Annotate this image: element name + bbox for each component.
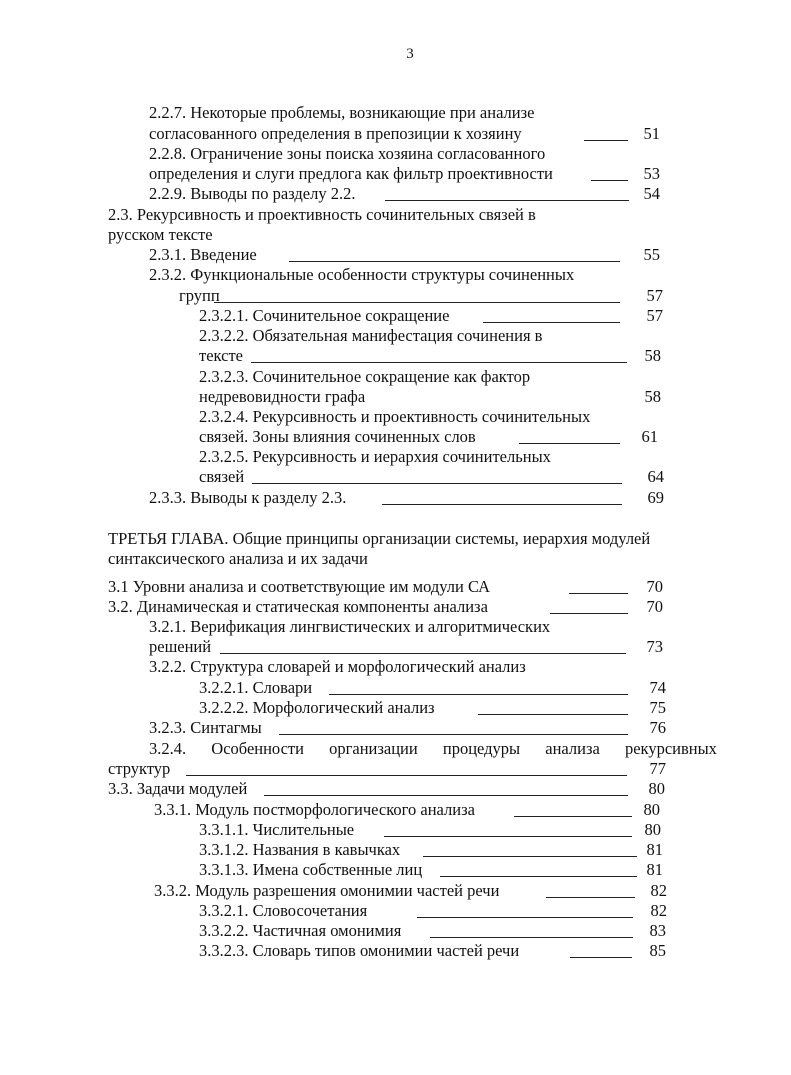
toc-page-number: 85 [649,941,666,960]
toc-page-number: 58 [644,387,661,406]
leader-line [423,856,637,857]
leader-line [289,261,620,262]
toc-entry-title-justified [149,739,717,759]
toc-entry-title: 2.2.9. Выводы по разделу 2.2. [149,184,356,203]
toc-subentry-title: 2.3.2.4. Рекурсивность и проективность сочинительных [199,407,591,426]
toc-page-number: 54 [643,184,660,203]
toc-entry-title: согласованного определения в препозиции к хозяину [149,124,522,143]
leader-line [440,876,637,877]
toc-entry-title: 3.3.1. Модуль постморфологического анализа [154,800,475,819]
toc-page-number: 80 [648,779,665,798]
toc-entry-title: групп [179,286,220,305]
toc-page-number: 77 [649,759,666,778]
page-number: 3 [406,46,414,62]
toc-word: Особенности [211,739,304,758]
toc-subentry-title: связей [199,467,245,486]
toc-entry-title: 3.2.3. Синтагмы [149,718,262,737]
toc-subentry-title: 3.3.2.1. Словосочетания [199,901,368,920]
leader-line [430,937,633,938]
toc-page-number: 81 [646,840,663,859]
toc-subentry-title: недревовидности графа [199,387,366,406]
leader-line [514,816,632,817]
leader-line [570,957,632,958]
toc-subentry-title: 3.3.1.1. Числительные [199,820,355,839]
toc-section-title: 3.2. Динамическая и статическая компоненты анализа [108,597,488,616]
leader-line [329,694,628,695]
leader-line [519,443,620,444]
toc-subentry-title: 2.3.2.5. Рекурсивность и иерархия сочинительных [199,447,551,466]
toc-subentry-title: связей. Зоны влияния сочиненных слов [199,427,476,446]
toc-word: рекурсивных [624,739,717,758]
toc-subentry-title: 3.2.2.1. Словари [199,678,313,697]
leader-line [584,140,628,141]
leader-line [591,180,628,181]
leader-line [384,836,632,837]
toc-word: анализа [545,739,600,758]
toc-page-number: 64 [647,467,664,486]
toc-page-number: 82 [650,901,667,920]
toc-page-number: 69 [647,488,664,507]
toc-subentry-title: 3.3.2.3. Словарь типов омонимии частей речи [199,941,520,960]
leader-line [214,302,620,303]
toc-subentry-title: 3.3.1.2. Названия в кавычках [199,840,401,859]
toc-subentry-title: тексте [199,346,243,365]
toc-entry-title: 2.2.8. Ограничение зоны поиска хозяина согласованного [149,144,546,163]
toc-subentry-title: 2.3.2.2. Обязательная манифестация сочинения в [199,326,543,345]
chapter-heading: синтаксического анализа и их задачи [108,549,368,568]
toc-page-number: 53 [643,164,660,183]
toc-entry-title: 3.2.1. Верификация лингвистических и алгоритмических [149,617,551,636]
toc-page-number: 80 [643,800,660,819]
leader-line [483,322,620,323]
toc-section-title: русском тексте [108,225,213,244]
toc-page-number: 57 [646,286,663,305]
toc-section-title: 3.3. Задачи модулей [108,779,248,798]
toc-page-number: 80 [644,820,661,839]
leader-line [550,613,628,614]
toc-entry-title: решений [149,637,212,656]
toc-section-title: 2.3. Рекурсивность и проективность сочинительных связей в [108,205,536,224]
toc-page-number: 76 [649,718,666,737]
toc-page-number: 74 [649,678,666,697]
leader-line [382,504,622,505]
toc-page-number: 55 [643,245,660,264]
toc-page-number: 61 [641,427,658,446]
leader-line [252,483,622,484]
toc-section-title: 3.1 Уровни анализа и соответствующие им модули СА [108,577,491,596]
leader-line [186,775,627,776]
toc-entry-title: 2.3.2. Функциональные особенности структуры сочиненных [149,265,575,284]
toc-entry-title: 3.3.2. Модуль разрешения омонимии частей речи [154,881,500,900]
leader-line [251,362,627,363]
chapter-heading: ТРЕТЬЯ ГЛАВА. Общие принципы организации системы, иерархия модулей [108,529,651,548]
toc-page-number: 70 [646,577,663,596]
toc-entry-title: 2.3.1. Введение [149,245,257,264]
toc-entry-title: 2.2.7. Некоторые проблемы, возникающие при анализе [149,103,535,122]
toc-entry-title: определения и слуги предлога как фильтр проективности [149,164,553,183]
toc-page-number: 81 [646,860,663,879]
toc-word: 3.2.4. [149,739,187,758]
toc-page-number: 57 [646,306,663,325]
toc-entry-title: структур [108,759,171,778]
leader-line [385,200,629,201]
toc-subentry-title: 3.3.1.3. Имена собственные лиц [199,860,423,879]
leader-line [279,734,628,735]
leader-line [546,897,635,898]
leader-line [478,714,628,715]
toc-entry-title: 2.3.3. Выводы к разделу 2.3. [149,488,347,507]
leader-line [220,653,626,654]
toc-page-number: 51 [643,124,660,143]
toc-entry-title: 3.2.2. Структура словарей и морфологический анализ [149,657,526,676]
toc-page-number: 73 [646,637,663,656]
toc-subentry-title: 2.3.2.1. Сочинительное сокращение [199,306,450,325]
toc-word: организации [329,739,418,758]
leader-line [417,917,633,918]
leader-line [264,795,628,796]
toc-word: процедуры [442,739,521,758]
toc-page-number: 83 [649,921,666,940]
toc-page-number: 75 [649,698,666,717]
toc-subentry-title: 3.2.2.2. Морфологический анализ [199,698,435,717]
toc-page-number: 82 [650,881,667,900]
leader-line [569,593,628,594]
toc-subentry-title: 2.3.2.3. Сочинительное сокращение как фактор [199,367,531,386]
toc-page-number: 58 [644,346,661,365]
toc-subentry-title: 3.3.2.2. Частичная омонимия [199,921,402,940]
toc-page-number: 70 [646,597,663,616]
